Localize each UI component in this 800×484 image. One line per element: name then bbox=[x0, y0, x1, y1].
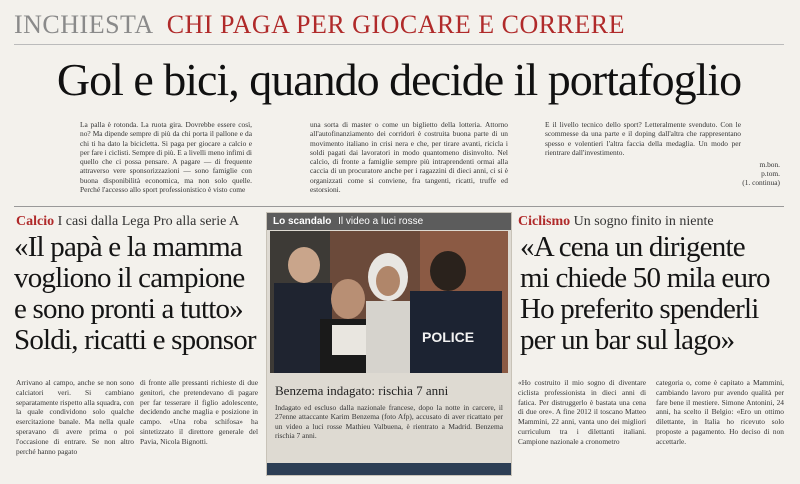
lead-column-1: La palla è rotonda. La ruota gira. Dovrebbe essere così, no? Ma dipende sempre di più da chi porta il pallone e da chi ti ha dato la bicicletta. Si paga per giocare a calcio e per fare i ciclisti. Sempre di più. E a livelli meno infimi di quello che ci possa pensare. A pagare — di frequente attraverso vere sponsorizzazioni — sono famiglie con buona disponibilità economica, ma non solo quelle. Perché l'accesso allo sport professionistico è visto come bbox=[80, 120, 252, 195]
signature-line: (1. continua) bbox=[742, 178, 780, 187]
right-body-column-1: «Ho costruito il mio sogno di diventare ciclista professionista in dieci anni di fatica. Per distruggerlo è bastata una cena di due ore». A fine 2012 il toscano Matteo Mammini, 22 anni, vanta uno dei migliori curriculum tra i dilettanti italiani. Campione nazionale a cronometro bbox=[518, 378, 646, 446]
kicker-topic: CHI PAGA PER GIOCARE E CORRERE bbox=[166, 10, 626, 39]
photo-caption-body: Indagato ed escluso dalla nazionale francese, dopo la notte in carcere, il 27enne attaccante Karim Benzema (foto Afp), accusato di aver ricattato per un video a luci rosse Mathieu Valbuena, è rientrato a Madrid. Benzema rischia 7 anni. bbox=[275, 403, 503, 441]
section-tag: Calcio bbox=[16, 214, 55, 229]
lead-column-3: E il livello tecnico dello sport? Letteralmente svenduto. Con le scommesse da una parte e il doping dall'altra che rappresentano spesso e volentieri l'altra faccia della medaglia. Un modo per rientrare dall'investimento. bbox=[545, 120, 741, 157]
photo-label bbox=[267, 213, 511, 230]
kicker-bar bbox=[14, 10, 784, 45]
quote-line: Soldi, ricatti e sponsor bbox=[14, 324, 256, 356]
signature-line: m.bon. bbox=[759, 160, 780, 169]
news-photo-image bbox=[270, 231, 508, 373]
quote-line: Ho preferito spenderli bbox=[520, 293, 759, 325]
section-header-calcio bbox=[16, 214, 239, 230]
quote-line: mi chiede 50 mila euro bbox=[520, 262, 770, 294]
photo-label-rest: Il video a luci rosse bbox=[338, 216, 424, 227]
right-quote-headline bbox=[520, 232, 792, 356]
photo-caption-title: Benzema indagato: rischia 7 anni bbox=[275, 383, 449, 398]
photo-label-bold: Lo scandalo bbox=[273, 216, 332, 227]
signature-line: p.tom. bbox=[761, 169, 780, 178]
news-photo bbox=[270, 231, 508, 373]
quote-line: e sono pronti a tutto» bbox=[14, 293, 243, 325]
lead-column-2: una sorta di master o come un biglietto della lotteria. Attorno all'autofinanziamento dei corridori è costruita buona parte di un movimento italiano in crisi nera e che, per tirare avanti, ricicla i soldi pagati dai lavoratori in modo quantomeno disinvolto. Nel calcio, di fronte a famiglie sempre più intraprendenti ormai alla caccia di un procuratore anche per i ragazzini di dieci anni, ci si è organizzati come si conviene, fra tangenti, ricatti, truffe ed estorsioni. bbox=[310, 120, 508, 195]
kicker-label: INCHIESTA bbox=[14, 10, 154, 39]
left-body-column-2: di fronte alle pressanti richieste di due genitori, che pretendevano di pagare per far tesserare il figlio adolescente, decidendo anche maglia e posizione in campo. «Una roba schifosa» ha sintetizzato il direttore generale del Pavia, Nicola Bignotti. bbox=[140, 378, 258, 446]
section-header-ciclismo bbox=[518, 214, 714, 230]
photo-box bbox=[266, 212, 512, 476]
section-tag: Ciclismo bbox=[518, 214, 571, 229]
author-signature bbox=[700, 160, 780, 187]
right-body-column-2: categoria o, come è capitato a Mammini, cambiando lavoro pur avendo qualità per fare bene il mestiere. Simone Antonini, 24 anni, ha scelto il Belgio: «Ero un ottimo dilettante, in Italia ho ricevuto solo proposte a pagamento. Ho deciso di non accettarle. bbox=[656, 378, 784, 446]
quote-line: «Il papà e la mamma bbox=[14, 231, 242, 263]
left-quote-headline bbox=[14, 232, 264, 356]
quote-line: per un bar sul lago» bbox=[520, 324, 735, 356]
police-patch-text: POLICE bbox=[422, 329, 475, 345]
main-headline: Gol e bici, quando decide il portafoglio bbox=[56, 54, 742, 105]
section-divider bbox=[14, 206, 784, 207]
section-subtitle: Un sogno finito in niente bbox=[573, 214, 714, 229]
quote-line: «A cena un dirigente bbox=[520, 231, 745, 263]
section-subtitle: I casi dalla Lega Pro alla serie A bbox=[57, 214, 240, 229]
quote-line: vogliono il campione bbox=[14, 262, 245, 294]
left-body-column-1: Arrivano al campo, anche se non sono calciatori veri. Si cambiano separatamente rispetto alla squadra, con la quale condividono solo qualche esercitazione banale. Ma nella quale speravano di avere prima o poi l'occasione di entrare. Se non altro perché hanno pagato bbox=[16, 378, 134, 456]
next-photo-strip bbox=[267, 463, 511, 475]
